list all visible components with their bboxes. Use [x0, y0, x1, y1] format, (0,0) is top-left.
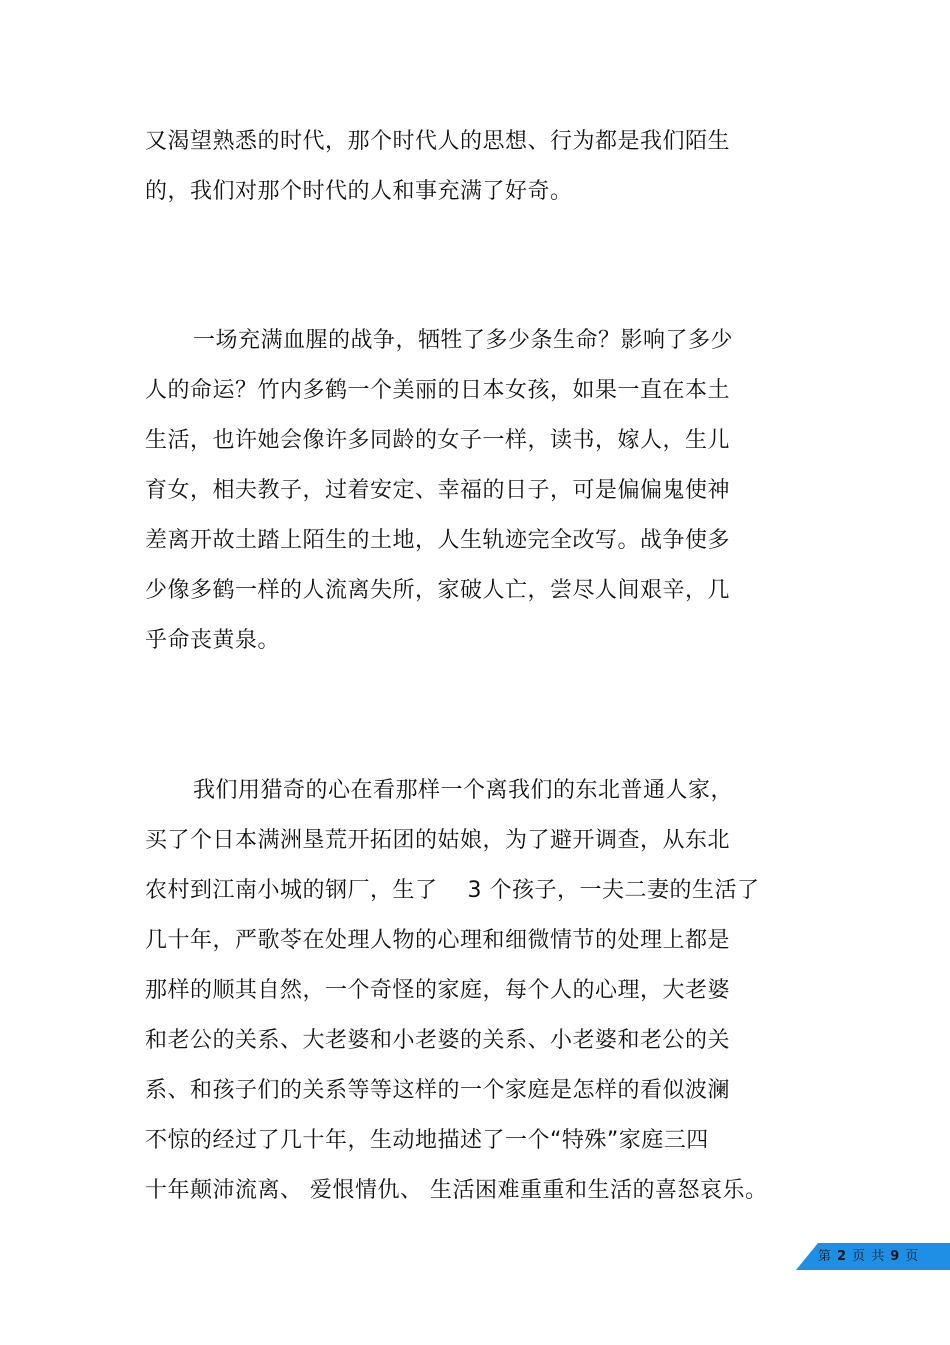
total-page-number: 9	[890, 1249, 901, 1264]
page-number-suffix: 页	[905, 1249, 920, 1264]
paragraph-3-line-5: 那样的顺其自然，一个奇怪的家庭，每个人的心理，大老婆	[145, 978, 731, 1003]
current-page-number: 2	[837, 1249, 848, 1264]
paragraph-2-line-4: 育女，相夫教子，过着安定、幸福的日子，可是偏偏鬼使神	[145, 478, 731, 503]
paragraph-2-line-6: 少像多鹤一样的人流离失所，家破人亡，尝尽人间艰辛，几	[145, 578, 731, 603]
paragraph-2-line-1: 一场充满血腥的战争，牺牲了多少条生命？影响了多少	[193, 328, 734, 353]
paragraph-1-line-1: 又渴望熟悉的时代，那个时代人的思想、行为都是我们陌生	[145, 129, 731, 154]
page-number-middle: 页 共	[852, 1249, 886, 1264]
paragraph-3-line-9: 十年颠沛流离、 爱恨情仇、 生活困难重重和生活的喜怒哀乐。	[145, 1178, 768, 1203]
paragraph-3-line-6: 和老公的关系、大老婆和小老婆的关系、小老婆和老公的关	[145, 1028, 731, 1053]
paragraph-3-line-7: 系、和孩子们的关系等等这样的一个家庭是怎样的看似波澜	[145, 1078, 731, 1103]
paragraph-3-line-2: 买了个日本满洲垦荒开拓团的姑娘，为了避开调查，从东北	[145, 828, 731, 853]
paragraph-2-line-7: 乎命丧黄泉。	[145, 628, 281, 653]
paragraph-2-line-5: 差离开故土踏上陌生的土地，人生轨迹完全改写。战争使多	[145, 528, 731, 553]
paragraph-3-line-1: 我们用猎奇的心在看那样一个离我们的东北普通人家，	[193, 778, 734, 803]
paragraph-1-line-2: 的，我们对那个时代的人和事充满了好奇。	[145, 179, 573, 204]
paragraph-3-line-8: 不惊的经过了几十年，生动地描述了一个“特殊”家庭三四	[145, 1128, 709, 1153]
paragraph-3-line-4: 几十年，严歌苓在处理人物的心理和细微情节的处理上都是	[145, 928, 731, 953]
page-number-prefix: 第	[818, 1249, 833, 1264]
paragraph-2-line-3: 生活，也许她会像许多同龄的女子一样，读书，嫁人，生儿	[145, 428, 731, 453]
paragraph-2-line-2: 人的命运？竹内多鹤一个美丽的日本女孩，如果一直在本土	[145, 378, 731, 403]
paragraph-3-line-3: 农村到江南小城的钢厂，生了 3 个孩子，一夫二妻的生活了	[145, 878, 760, 903]
page-number-indicator	[818, 1243, 919, 1270]
